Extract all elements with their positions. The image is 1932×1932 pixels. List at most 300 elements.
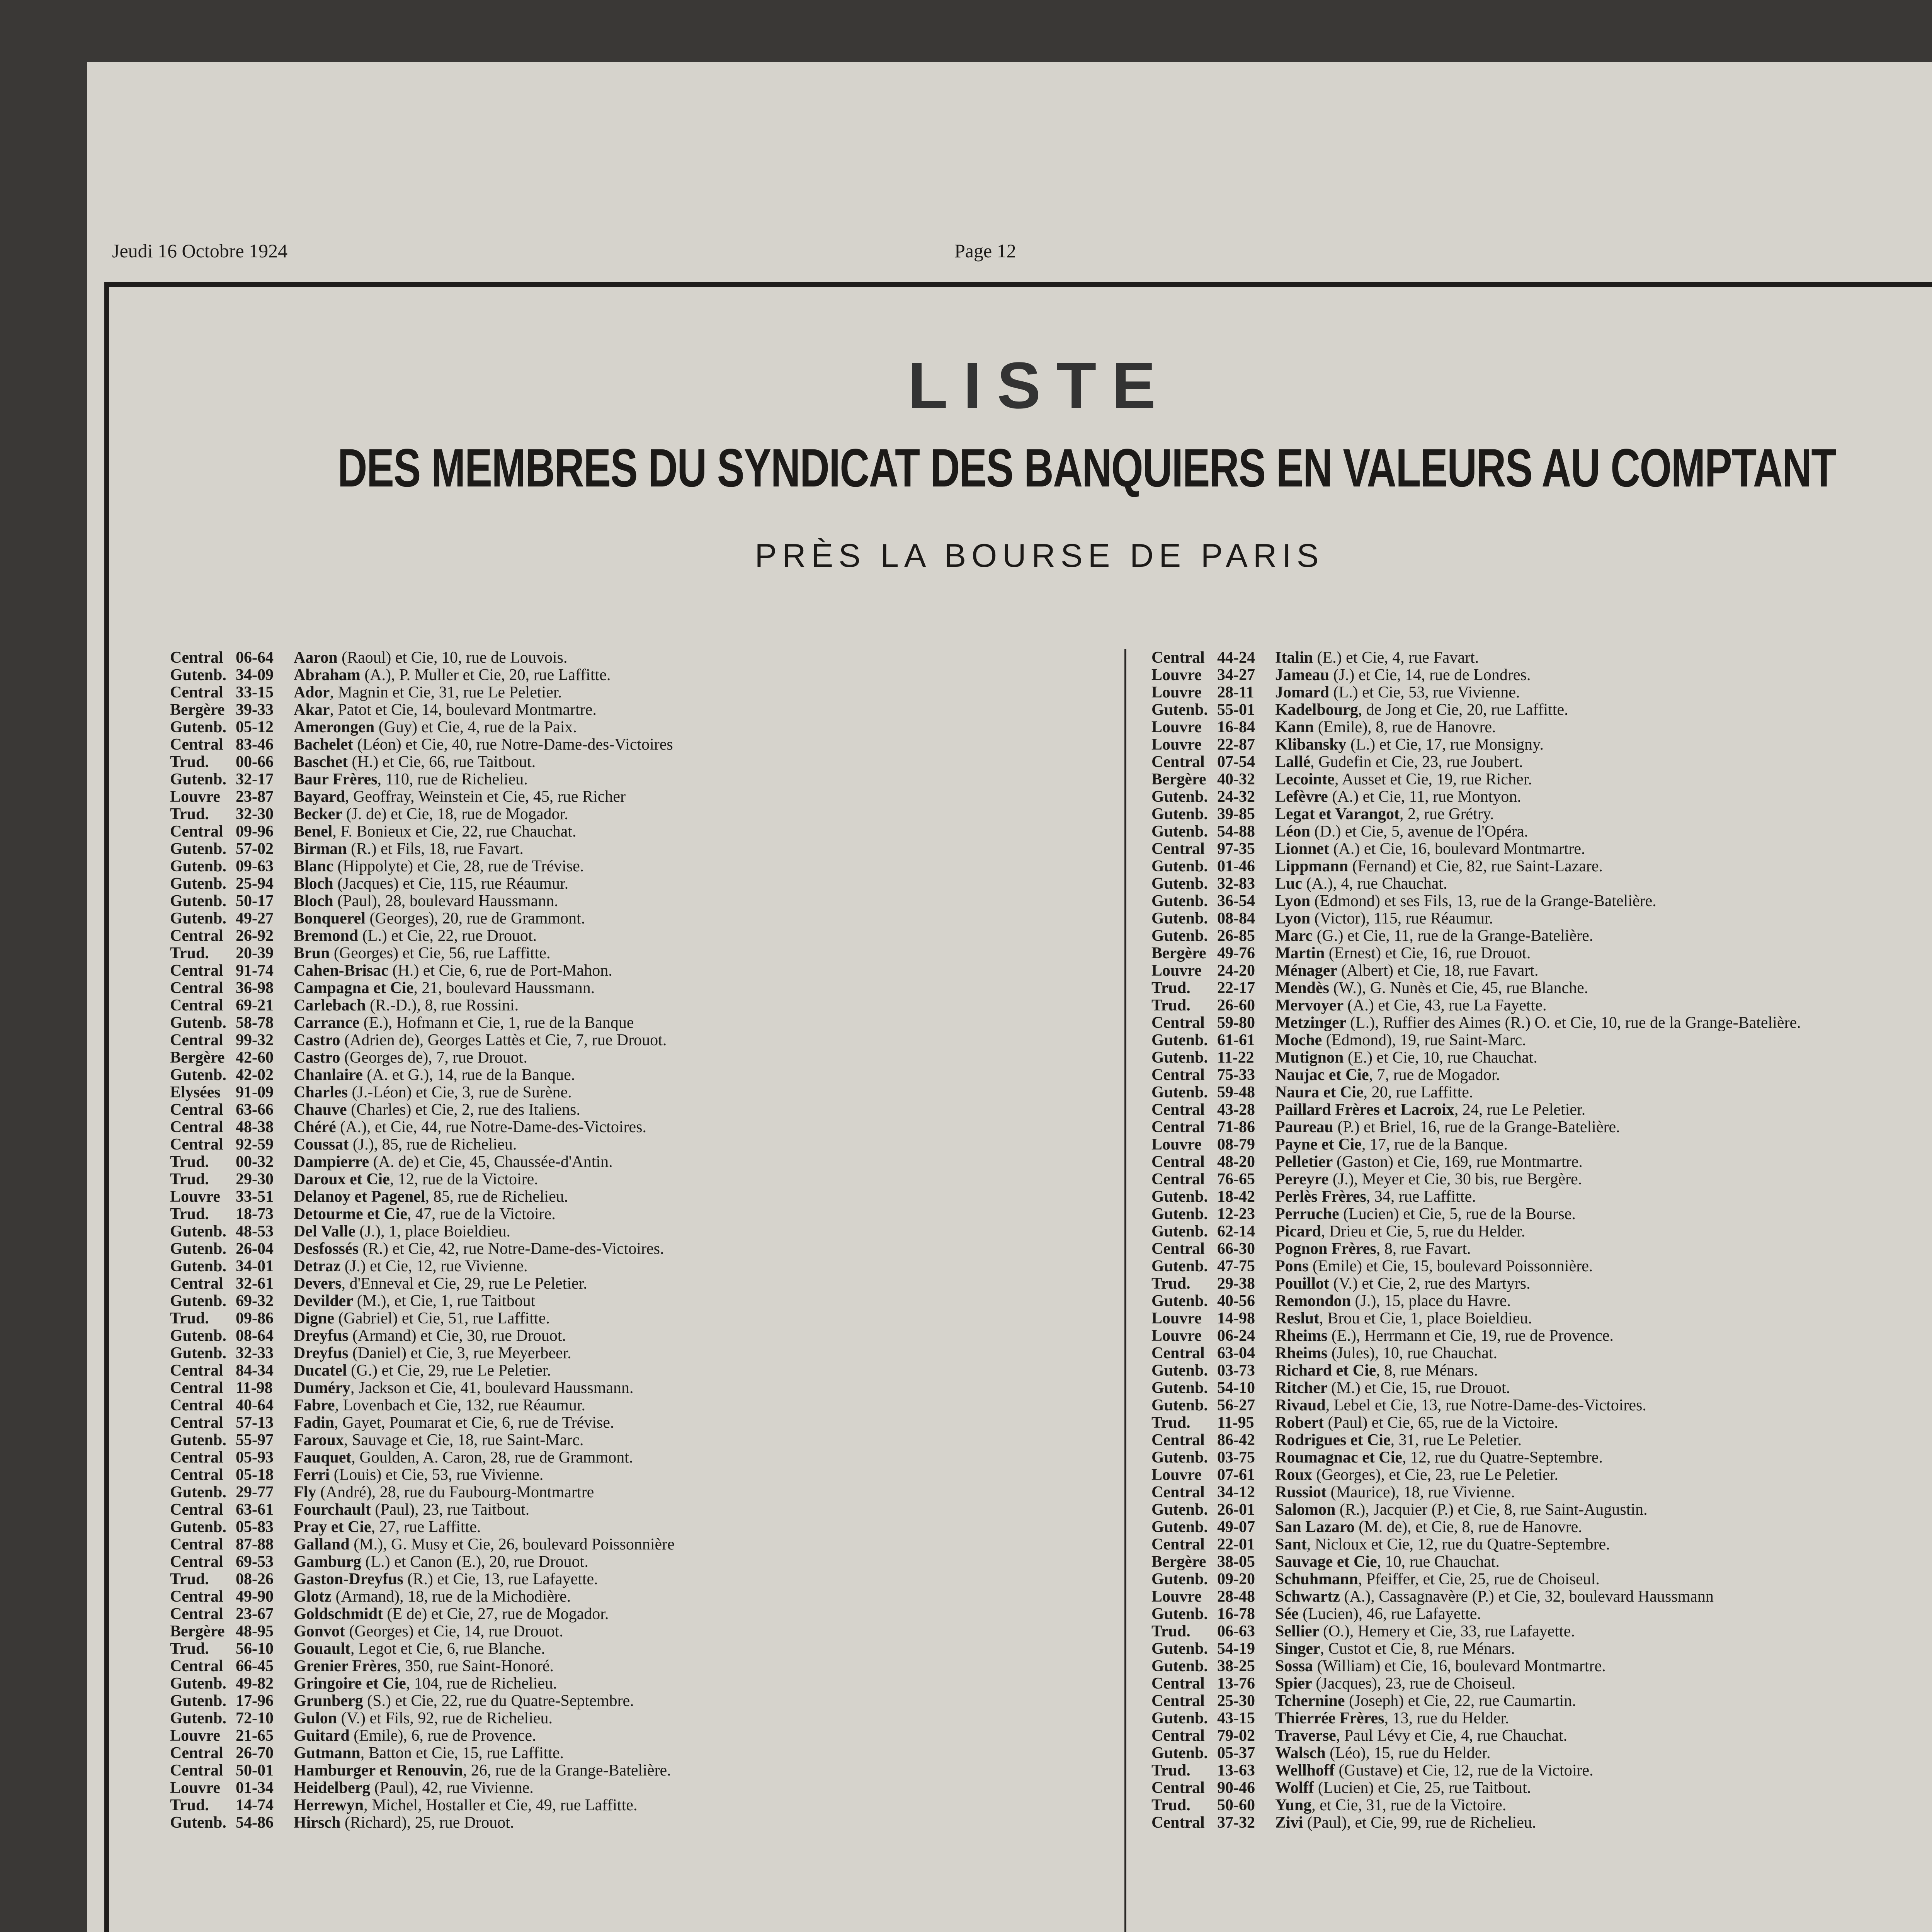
exchange-name: Trud. <box>1151 1622 1190 1640</box>
phone-number: 63-04 <box>1217 1344 1255 1362</box>
member-row <box>1151 1206 1932 1223</box>
member-entry: Dampierre (A. de) et Cie, 45, Chaussée-d'Antin. <box>294 1153 613 1171</box>
member-entry: Castro (Adrien de), Georges Lattès et Cie, 7, rue Drouot. <box>294 1032 667 1049</box>
phone-number: 36-98 <box>236 979 274 997</box>
member-entry: Carlebach (R.-D.), 8, rue Rossini. <box>294 997 519 1014</box>
phone-number: 50-60 <box>1217 1796 1255 1814</box>
member-entry: Sossa (William) et Cie, 16, boulevard Montmartre. <box>1275 1658 1606 1675</box>
phone-number: 21-65 <box>236 1727 274 1745</box>
phone-number: 34-27 <box>1217 666 1255 684</box>
exchange-name: Central <box>1151 1483 1205 1501</box>
exchange-name: Central <box>170 736 223 753</box>
phone-number: 09-20 <box>1217 1570 1255 1588</box>
member-row <box>1151 945 1932 962</box>
member-entry: Lallé, Gudefin et Cie, 23, rue Joubert. <box>1275 753 1523 771</box>
member-row <box>170 1206 1090 1223</box>
member-row <box>170 1258 1090 1275</box>
member-entry: Roumagnac et Cie, 12, rue du Quatre-Septembre. <box>1275 1449 1603 1466</box>
member-row <box>1151 719 1932 736</box>
member-entry: Metzinger (L.), Ruffier des Aimes (R.) O. et Cie, 10, rue de la Grange-Batelière. <box>1275 1014 1801 1032</box>
phone-number: 29-30 <box>236 1170 274 1188</box>
member-entry: Chanlaire (A. et G.), 14, rue de la Banque. <box>294 1066 575 1084</box>
exchange-name: Central <box>170 1275 223 1293</box>
exchange-name: Central <box>170 823 223 840</box>
member-entry: Chéré (A.), et Cie, 44, rue Notre-Dame-des-Victoires. <box>294 1119 646 1136</box>
member-row <box>170 1432 1090 1449</box>
exchange-name: Central <box>170 997 223 1014</box>
member-entry: Sant, Nicloux et Cie, 12, rue du Quatre-Septembre. <box>1275 1536 1610 1553</box>
phone-number: 40-56 <box>1217 1292 1255 1310</box>
exchange-name: Central <box>170 1466 223 1484</box>
member-entry: Detourme et Cie, 47, rue de la Victoire. <box>294 1206 556 1223</box>
member-entry: Bonquerel (Georges), 20, rue de Grammont. <box>294 910 585 927</box>
member-row <box>1151 736 1932 753</box>
exchange-name: Central <box>1151 1101 1205 1119</box>
member-entry: Rheims (Jules), 10, rue Chauchat. <box>1275 1345 1498 1362</box>
exchange-name: Central <box>170 962 223 980</box>
phone-number: 03-75 <box>1217 1449 1255 1466</box>
member-row <box>170 997 1090 1014</box>
phone-number: 11-95 <box>1217 1414 1254 1432</box>
exchange-name: Gutenb. <box>1151 1205 1208 1223</box>
phone-number: 39-85 <box>1217 805 1255 823</box>
exchange-name: Gutenb. <box>1151 1640 1208 1658</box>
exchange-name: Central <box>1151 1779 1205 1797</box>
member-row <box>170 1153 1090 1171</box>
exchange-name: Gutenb. <box>170 1014 226 1032</box>
phone-number: 54-19 <box>1217 1640 1255 1658</box>
phone-number: 76-65 <box>1217 1170 1255 1188</box>
phone-number: 34-01 <box>236 1257 274 1275</box>
phone-number: 63-61 <box>236 1501 274 1519</box>
exchange-name: Trud. <box>170 1310 209 1327</box>
exchange-name: Gutenb. <box>170 1431 226 1449</box>
member-row <box>170 1119 1090 1136</box>
member-row <box>170 806 1090 823</box>
phone-number: 14-98 <box>1217 1310 1255 1327</box>
member-entry: Dreyfus (Armand) et Cie, 30, rue Drouot. <box>294 1327 566 1345</box>
member-entry: Herrewyn, Michel, Hostaller et Cie, 49, rue Laffitte. <box>294 1797 638 1814</box>
member-entry: Lyon (Edmond) et ses Fils, 13, rue de la Grange-Batelière. <box>1275 893 1656 910</box>
phone-number: 49-76 <box>1217 944 1255 962</box>
member-row <box>170 1727 1090 1745</box>
member-row <box>1151 1032 1932 1049</box>
phone-number: 24-20 <box>1217 962 1255 980</box>
member-row <box>170 753 1090 771</box>
phone-number: 44-24 <box>1217 649 1255 667</box>
phone-number: 66-45 <box>236 1657 274 1675</box>
member-entry: Tchernine (Joseph) et Cie, 22, rue Caumartin. <box>1275 1692 1576 1710</box>
member-row <box>1151 893 1932 910</box>
member-row <box>170 1101 1090 1119</box>
phone-number: 32-30 <box>236 805 274 823</box>
member-entry: Pognon Frères, 8, rue Favart. <box>1275 1240 1471 1258</box>
member-row <box>1151 1571 1932 1588</box>
member-entry: Bloch (Paul), 28, boulevard Haussmann. <box>294 893 558 910</box>
member-row <box>170 1362 1090 1379</box>
member-row <box>170 1188 1090 1206</box>
exchange-name: Louvre <box>170 1727 220 1745</box>
member-row <box>1151 927 1932 945</box>
phone-number: 25-30 <box>1217 1692 1255 1710</box>
member-row <box>170 875 1090 893</box>
exchange-name: Central <box>170 1657 223 1675</box>
exchange-name: Trud. <box>1151 997 1190 1014</box>
member-row <box>1151 667 1932 684</box>
member-entry: Delanoy et Pagenel, 85, rue de Richelieu. <box>294 1188 568 1206</box>
phone-number: 06-24 <box>1217 1327 1255 1345</box>
member-row <box>1151 858 1932 875</box>
exchange-name: Gutenb. <box>170 1692 226 1710</box>
exchange-name: Gutenb. <box>1151 1744 1208 1762</box>
member-entry: Ferri (Louis) et Cie, 53, rue Vivienne. <box>294 1466 544 1484</box>
exchange-name: Gutenb. <box>1151 788 1208 806</box>
phone-number: 00-32 <box>236 1153 274 1171</box>
phone-number: 05-37 <box>1217 1744 1255 1762</box>
phone-number: 40-32 <box>1217 770 1255 788</box>
member-row <box>170 649 1090 667</box>
phone-number: 50-01 <box>236 1762 274 1779</box>
exchange-name: Gutenb. <box>1151 1362 1208 1379</box>
member-row <box>170 1014 1090 1032</box>
member-row <box>170 736 1090 753</box>
member-row <box>170 1692 1090 1710</box>
phone-number: 75-33 <box>1217 1066 1255 1084</box>
member-entry: Paillard Frères et Lacroix, 24, rue Le Peletier. <box>1275 1101 1586 1119</box>
member-row <box>170 1466 1090 1484</box>
exchange-name: Central <box>1151 753 1205 771</box>
exchange-name: Central <box>170 1101 223 1119</box>
exchange-name: Gutenb. <box>1151 1605 1208 1623</box>
exchange-name: Gutenb. <box>170 857 226 875</box>
member-entry: Fourchault (Paul), 23, rue Taitbout. <box>294 1501 530 1519</box>
member-entry: Fauquet, Goulden, A. Caron, 28, rue de Grammont. <box>294 1449 633 1466</box>
phone-number: 23-87 <box>236 788 274 806</box>
phone-number: 13-76 <box>1217 1675 1255 1692</box>
member-entry: Pereyre (J.), Meyer et Cie, 30 bis, rue Bergère. <box>1275 1171 1582 1188</box>
phone-number: 08-64 <box>236 1327 274 1345</box>
member-entry: Galland (M.), G. Musy et Cie, 26, boulevard Poissonnière <box>294 1536 675 1553</box>
member-row <box>1151 701 1932 719</box>
exchange-name: Gutenb. <box>1151 857 1208 875</box>
phone-number: 22-01 <box>1217 1536 1255 1553</box>
member-entry: Picard, Drieu et Cie, 5, rue du Helder. <box>1275 1223 1526 1240</box>
member-entry: Gouault, Legot et Cie, 6, rue Blanche. <box>294 1640 545 1658</box>
member-entry: Hamburger et Renouvin, 26, rue de la Grange-Batelière. <box>294 1762 671 1779</box>
exchange-name: Gutenb. <box>1151 823 1208 840</box>
exchange-name: Louvre <box>1151 1588 1202 1605</box>
exchange-name: Gutenb. <box>1151 1379 1208 1397</box>
exchange-name: Central <box>170 1744 223 1762</box>
exchange-name: Gutenb. <box>1151 1049 1208 1066</box>
member-row <box>170 1710 1090 1727</box>
phone-number: 49-82 <box>236 1675 274 1692</box>
phone-number: 62-14 <box>1217 1223 1255 1240</box>
member-entry: Faroux, Sauvage et Cie, 18, rue Saint-Marc. <box>294 1432 584 1449</box>
phone-number: 34-09 <box>236 666 274 684</box>
member-row <box>170 1379 1090 1397</box>
exchange-name: Central <box>1151 649 1205 667</box>
member-entry: Remondon (J.), 15, place du Havre. <box>1275 1293 1511 1310</box>
exchange-name: Gutenb. <box>1151 805 1208 823</box>
exchange-name: Gutenb. <box>170 1518 226 1536</box>
exchange-name: Bergère <box>1151 770 1206 788</box>
exchange-name: Louvre <box>1151 736 1202 753</box>
phone-number: 13-63 <box>1217 1762 1255 1779</box>
phone-number: 25-94 <box>236 875 274 893</box>
phone-number: 58-78 <box>236 1014 274 1032</box>
exchange-name: Trud. <box>1151 1762 1190 1779</box>
exchange-name: Louvre <box>1151 684 1202 701</box>
member-row <box>170 771 1090 788</box>
member-row <box>1151 1710 1932 1727</box>
exchange-name: Trud. <box>170 805 209 823</box>
member-entry: Cahen-Brisac (H.) et Cie, 6, rue de Port-Mahon. <box>294 962 612 980</box>
member-row <box>1151 1814 1932 1832</box>
member-entry: Gaston-Dreyfus (R.) et Cie, 13, rue Lafayette. <box>294 1571 598 1588</box>
exchange-name: Central <box>1151 1014 1205 1032</box>
exchange-name: Gutenb. <box>170 840 226 858</box>
member-entry: Rodrigues et Cie, 31, rue Le Peletier. <box>1275 1432 1522 1449</box>
phone-number: 54-86 <box>236 1814 274 1832</box>
member-entry: Roux (Georges), et Cie, 23, rue Le Peletier. <box>1275 1466 1558 1484</box>
member-entry: Devilder (M.), et Cie, 1, rue Taitbout <box>294 1293 536 1310</box>
exchange-name: Gutenb. <box>170 1066 226 1084</box>
member-row <box>1151 1397 1932 1414</box>
exchange-name: Louvre <box>170 788 220 806</box>
member-row <box>1151 1171 1932 1188</box>
member-entry: Glotz (Armand), 18, rue de la Michodière. <box>294 1588 571 1605</box>
exchange-name: Gutenb. <box>170 892 226 910</box>
phone-number: 83-46 <box>236 736 274 753</box>
member-entry: Mervoyer (A.) et Cie, 43, rue La Fayette. <box>1275 997 1547 1014</box>
member-entry: Devers, d'Enneval et Cie, 29, rue Le Peletier. <box>294 1275 587 1293</box>
member-entry: Marc (G.) et Cie, 11, rue de la Grange-Batelière. <box>1275 927 1594 945</box>
phone-number: 05-93 <box>236 1449 274 1466</box>
member-row <box>1151 1519 1932 1536</box>
phone-number: 61-61 <box>1217 1031 1255 1049</box>
exchange-name: Gutenb. <box>1151 1396 1208 1414</box>
member-row <box>170 1327 1090 1345</box>
exchange-name: Bergère <box>170 1049 225 1066</box>
member-entry: Wolff (Lucien) et Cie, 25, rue Taitbout. <box>1275 1779 1531 1797</box>
exchange-name: Central <box>170 1449 223 1466</box>
phone-number: 57-13 <box>236 1414 274 1432</box>
member-entry: Campagna et Cie, 21, boulevard Haussmann. <box>294 980 595 997</box>
member-row <box>1151 875 1932 893</box>
member-row <box>1151 1258 1932 1275</box>
phone-number: 29-77 <box>236 1483 274 1501</box>
member-entry: Kadelbourg, de Jong et Cie, 20, rue Laffitte. <box>1275 701 1568 719</box>
exchange-name: Gutenb. <box>1151 892 1208 910</box>
exchange-name: Bergère <box>1151 1553 1206 1571</box>
exchange-name: Trud. <box>1151 1275 1190 1293</box>
member-entry: Paureau (P.) et Briel, 16, rue de la Grange-Batelière. <box>1275 1119 1620 1136</box>
member-entry: Sée (Lucien), 46, rue Lafayette. <box>1275 1605 1481 1623</box>
phone-number: 91-74 <box>236 962 274 980</box>
member-entry: Perlès Frères, 34, rue Laffitte. <box>1275 1188 1476 1206</box>
member-entry: Richard et Cie, 8, rue Ménars. <box>1275 1362 1478 1379</box>
member-entry: Fly (André), 28, rue du Faubourg-Montmartre <box>294 1484 594 1501</box>
member-entry: Payne et Cie, 17, rue de la Banque. <box>1275 1136 1508 1153</box>
exchange-name: Gutenb. <box>170 875 226 893</box>
exchange-name: Gutenb. <box>170 1675 226 1692</box>
issue-date: Jeudi 16 Octobre 1924 <box>112 240 288 262</box>
member-row <box>170 667 1090 684</box>
phone-number: 69-53 <box>236 1553 274 1571</box>
exchange-name: Gutenb. <box>1151 1223 1208 1240</box>
phone-number: 91-09 <box>236 1083 274 1101</box>
member-row <box>170 927 1090 945</box>
phone-number: 55-97 <box>236 1431 274 1449</box>
member-entry: Benel, F. Bonieux et Cie, 22, rue Chauchat. <box>294 823 577 840</box>
member-entry: Wellhoff (Gustave) et Cie, 12, rue de la Victoire. <box>1275 1762 1594 1779</box>
member-row <box>170 823 1090 840</box>
phone-number: 39-33 <box>236 701 274 719</box>
member-row <box>170 1414 1090 1432</box>
phone-number: 09-96 <box>236 823 274 840</box>
exchange-name: Trud. <box>1151 979 1190 997</box>
exchange-name: Bergère <box>170 1622 225 1640</box>
member-row <box>170 1484 1090 1501</box>
member-entry: Baur Frères, 110, rue de Richelieu. <box>294 771 528 788</box>
member-row <box>170 1779 1090 1797</box>
member-entry: Naura et Cie, 20, rue Laffitte. <box>1275 1084 1473 1101</box>
member-entry: Gutmann, Batton et Cie, 15, rue Laffitte. <box>294 1745 564 1762</box>
member-entry: Akar, Patot et Cie, 14, boulevard Montmartre. <box>294 701 597 719</box>
member-entry: Lyon (Victor), 115, rue Réaumur. <box>1275 910 1493 927</box>
member-entry: Lionnet (A.) et Cie, 16, boulevard Montmartre. <box>1275 840 1585 858</box>
phone-number: 32-61 <box>236 1275 274 1293</box>
member-entry: Carrance (E.), Hofmann et Cie, 1, rue de la Banque <box>294 1014 634 1032</box>
member-row <box>170 1814 1090 1832</box>
member-entry: Birman (R.) et Fils, 18, rue Favart. <box>294 840 524 858</box>
phone-number: 06-63 <box>1217 1622 1255 1640</box>
member-entry: Kann (Emile), 8, rue de Hanovre. <box>1275 719 1496 736</box>
exchange-name: Louvre <box>1151 718 1202 736</box>
member-entry: Zivi (Paul), et Cie, 99, rue de Richelieu. <box>1275 1814 1536 1832</box>
phone-number: 36-54 <box>1217 892 1255 910</box>
exchange-name: Gutenb. <box>170 1327 226 1345</box>
phone-number: 06-64 <box>236 649 274 667</box>
member-entry: Lecointe, Ausset et Cie, 19, rue Richer. <box>1275 771 1532 788</box>
phone-number: 16-84 <box>1217 718 1255 736</box>
member-entry: Bachelet (Léon) et Cie, 40, rue Notre-Dame-des-Victoires <box>294 736 673 753</box>
member-row <box>1151 1327 1932 1345</box>
exchange-name: Gutenb. <box>1151 1257 1208 1275</box>
member-row <box>170 1293 1090 1310</box>
member-row <box>170 1066 1090 1084</box>
member-entry: Jomard (L.) et Cie, 53, rue Vivienne. <box>1275 684 1520 701</box>
phone-number: 29-38 <box>1217 1275 1255 1293</box>
member-row <box>1151 1536 1932 1553</box>
member-row <box>1151 1223 1932 1240</box>
member-row <box>1151 1675 1932 1692</box>
phone-number: 56-27 <box>1217 1396 1255 1414</box>
exchange-name: Trud. <box>170 944 209 962</box>
member-row <box>170 858 1090 875</box>
member-row <box>170 840 1090 858</box>
member-entry: Abraham (A.), P. Muller et Cie, 20, rue Laffitte. <box>294 667 611 684</box>
phone-number: 11-98 <box>236 1379 273 1397</box>
member-entry: Pelletier (Gaston) et Cie, 169, rue Montmartre. <box>1275 1153 1583 1171</box>
member-entry: Pons (Emile) et Cie, 15, boulevard Poissonnière. <box>1275 1258 1593 1275</box>
phone-number: 34-12 <box>1217 1483 1255 1501</box>
exchange-name: Central <box>1151 1170 1205 1188</box>
member-row <box>1151 806 1932 823</box>
member-row <box>1151 1432 1932 1449</box>
member-entry: Grunberg (S.) et Cie, 22, rue du Quatre-Septembre. <box>294 1692 634 1710</box>
phone-number: 01-34 <box>236 1779 274 1797</box>
member-row <box>1151 1466 1932 1484</box>
member-row <box>1151 997 1932 1014</box>
member-entry: Digne (Gabriel) et Cie, 51, rue Laffitte. <box>294 1310 550 1327</box>
phone-number: 08-79 <box>1217 1136 1255 1153</box>
member-row <box>1151 1188 1932 1206</box>
member-row <box>1151 1379 1932 1397</box>
exchange-name: Central <box>170 1379 223 1397</box>
member-row <box>170 1345 1090 1362</box>
member-row <box>1151 1310 1932 1327</box>
phone-number: 17-96 <box>236 1692 274 1710</box>
exchange-name: Central <box>1151 1727 1205 1745</box>
page-number: Page 12 <box>954 240 1016 262</box>
exchange-name: Trud. <box>170 1640 209 1658</box>
phone-number: 49-27 <box>236 910 274 927</box>
phone-number: 37-32 <box>1217 1814 1255 1832</box>
exchange-name: Gutenb. <box>170 1240 226 1258</box>
member-entry: Reslut, Brou et Cie, 1, place Boieldieu. <box>1275 1310 1532 1327</box>
phone-number: 01-46 <box>1217 857 1255 875</box>
exchange-name: Gutenb. <box>170 770 226 788</box>
exchange-name: Trud. <box>1151 1796 1190 1814</box>
exchange-name: Louvre <box>1151 1466 1202 1484</box>
member-entry: Rheims (E.), Herrmann et Cie, 19, rue de Provence. <box>1275 1327 1614 1345</box>
member-entry: Del Valle (J.), 1, place Boieldieu. <box>294 1223 511 1240</box>
phone-number: 59-80 <box>1217 1014 1255 1032</box>
phone-number: 63-66 <box>236 1101 274 1119</box>
member-entry: Amerongen (Guy) et Cie, 4, rue de la Paix. <box>294 719 577 736</box>
member-entry: Traverse, Paul Lévy et Cie, 4, rue Chauchat. <box>1275 1727 1568 1745</box>
exchange-name: Central <box>1151 840 1205 858</box>
member-entry: Perruche (Lucien) et Cie, 5, rue de la Bourse. <box>1275 1206 1576 1223</box>
member-entry: Becker (J. de) et Cie, 18, rue de Mogador. <box>294 806 568 823</box>
member-row <box>170 719 1090 736</box>
phone-number: 42-02 <box>236 1066 274 1084</box>
member-entry: Brun (Georges) et Cie, 56, rue Laffitte. <box>294 945 551 962</box>
member-entry: Jameau (J.) et Cie, 14, rue de Londres. <box>1275 667 1531 684</box>
member-entry: Gonvot (Georges) et Cie, 14, rue Drouot. <box>294 1623 563 1640</box>
exchange-name: Central <box>170 1501 223 1519</box>
member-row <box>170 1275 1090 1293</box>
phone-number: 26-04 <box>236 1240 274 1258</box>
phone-number: 43-15 <box>1217 1709 1255 1727</box>
exchange-name: Louvre <box>1151 962 1202 980</box>
phone-number: 72-10 <box>236 1709 274 1727</box>
member-entry: Russiot (Maurice), 18, rue Vivienne. <box>1275 1484 1515 1501</box>
phone-number: 79-02 <box>1217 1727 1255 1745</box>
exchange-name: Trud. <box>170 1796 209 1814</box>
member-entry: Fabre, Lovenbach et Cie, 132, rue Réaumur. <box>294 1397 586 1414</box>
exchange-name: Gutenb. <box>1151 1083 1208 1101</box>
member-entry: Luc (A.), 4, rue Chauchat. <box>1275 875 1447 893</box>
exchange-name: Gutenb. <box>170 910 226 927</box>
phone-number: 24-32 <box>1217 788 1255 806</box>
member-row <box>170 1310 1090 1327</box>
exchange-name: Central <box>1151 1118 1205 1136</box>
member-row <box>170 1797 1090 1814</box>
exchange-name: Louvre <box>1151 1327 1202 1345</box>
